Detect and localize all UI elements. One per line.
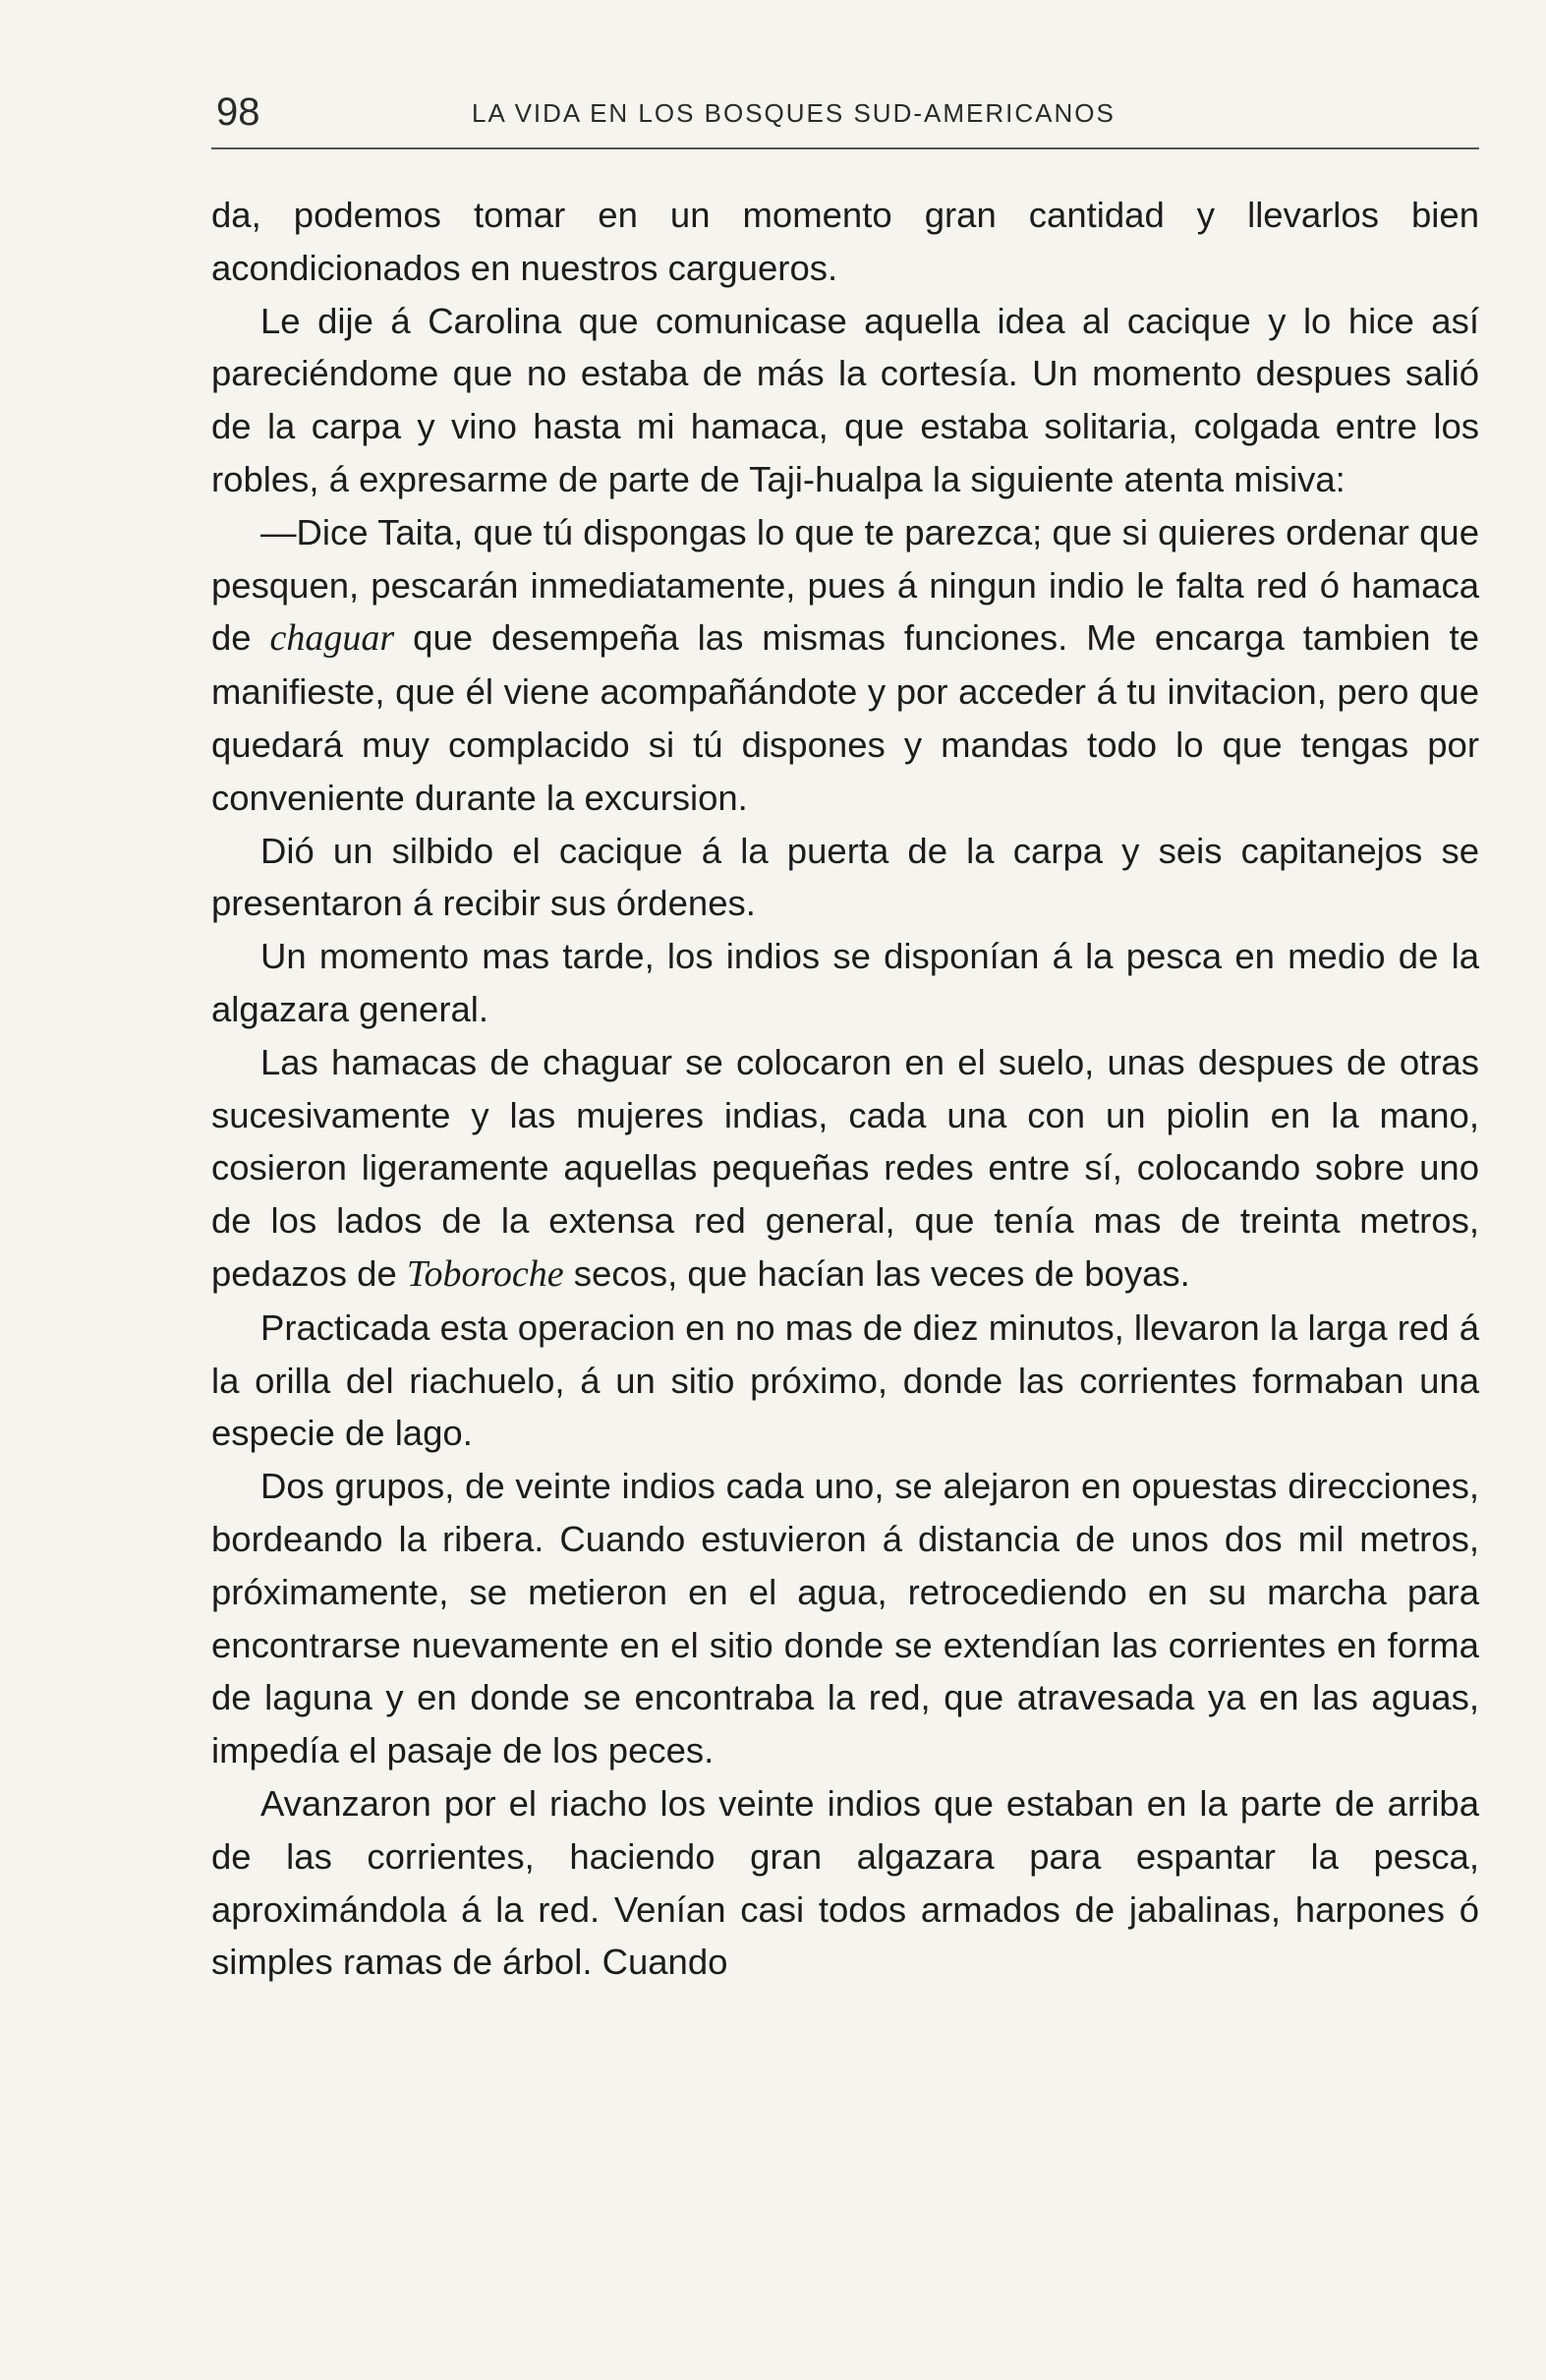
paragraph [211,1036,1479,1302]
paragraph: Dió un silbido el cacique á la puerta de la carpa y seis capitanejos se presentaron á recibir sus órdenes. [211,830,1479,924]
paragraph: da, podemos tomar en un momento gran cantidad y llevarlos bien acondicionados en nuestros cargueros. [211,195,1479,288]
header-rule [211,147,1479,149]
paragraph [211,506,1479,825]
paragraph-text: que desempeña las mismas funciones. Me encarga tambien te manifieste, que él viene acompañándote y por acceder á tu invitacion, pero que quedará muy complacido si tú dispones y mandas todo lo que tengas por conveniente durante la excursion. [211,617,1479,818]
running-title: LA VIDA EN LOS BOSQUES SUD-AMERICANOS [472,98,1116,128]
paragraph: Un momento mas tarde, los indios se disponían á la pesca en medio de la algazara general. [211,936,1479,1029]
paragraph: Le dije á Carolina que comunicase aquella idea al cacique y lo hice así pareciéndome que no estaba de más la cortesía. Un momento despues salió de la carpa y vino hasta mi hamaca, que estaba solitaria, colgada entre los robles, á expresarme de parte de Taji-hualpa la siguiente atenta misiva: [211,300,1479,499]
page-header [211,90,1479,149]
italic-term: chaguar [269,617,395,660]
paragraph-text: Las hamacas de chaguar se colocaron en el suelo, unas despues de otras sucesivamente y las mujeres indias, cada una con un piolin en la mano, cosieron ligeramente aquellas pequeñas redes entre sí, colocando sobre uno de los lados de la extensa red general, que tenía mas de treinta metros, pedazos de [211,1041,1479,1294]
paragraph: Dos grupos, de veinte indios cada uno, se alejaron en opuestas direcciones, bordeando la ribera. Cuando estuvieron á distancia de unos dos mil metros, próximamente, se metieron en el agua, retrocediendo en su marcha para encontrarse nuevamente en el sitio donde se extendían las corrientes en forma de laguna y en donde se encontraba la red, que atravesada ya en las aguas, impedía el pasaje de los peces. [211,1466,1479,1771]
paragraph: Avanzaron por el riacho los veinte indios que estaban en la parte de arriba de las corrientes, haciendo gran algazara para espantar la pesca, aproximándola á la red. Venían casi todos armados de jabalinas, harpones ó simples ramas de árbol. Cuando [211,1782,1479,1983]
page-number: 98 [216,90,260,134]
body-text [211,189,1479,1989]
paragraph-text: secos, que hacían las veces de boyas. [563,1252,1190,1294]
italic-term: Toboroche [406,1252,564,1295]
paragraph-text: —Dice Taita, que tú dispongas lo que te parezca; que si quieres ordenar que pesquen, pescarán inmediatamente, pues á ningun indio le falta red ó hamaca de [211,511,1479,659]
paragraph: Practicada esta operacion en no mas de diez minutos, llevaron la larga red á la orilla del riachuelo, á un sitio próximo, donde las corrientes formaban una especie de lago. [211,1306,1479,1454]
